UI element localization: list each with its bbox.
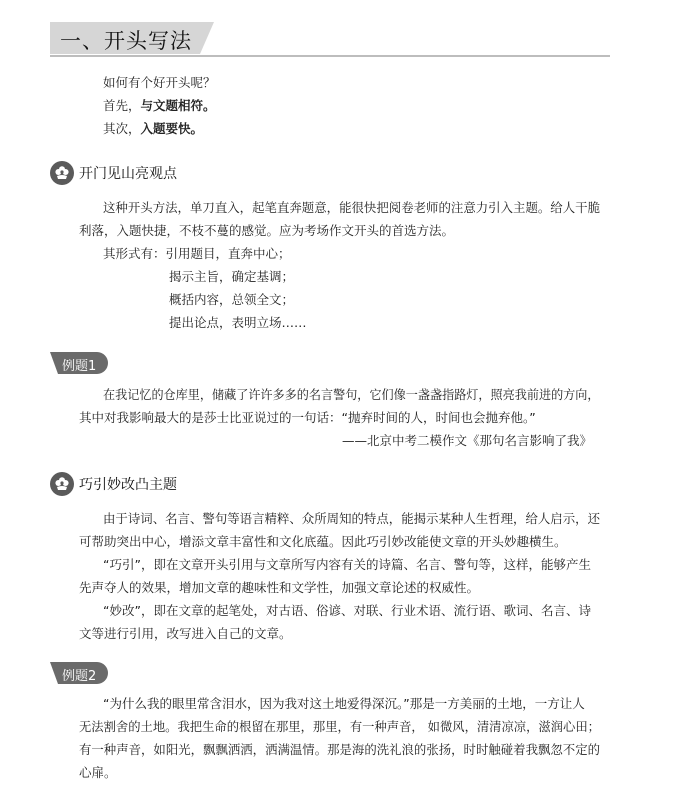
section2-p3-line1: “妙改”，即在文章的起笔处，对古语、俗谚、对联、行业术语、流行语、歌词、名言、诗 <box>103 603 591 618</box>
section1-form-item: 提出论点，表明立场…… <box>169 315 307 330</box>
intro-first-bold: 与文题相符。 <box>140 98 216 113</box>
section2-p2-line1: “巧引”，即在文章开头引用与文章所写内容有关的诗篇、名言、警句等，这样，能够产生 <box>103 557 591 572</box>
subsection-title-1: 开门见山亮观点 <box>79 166 177 182</box>
example1-source: ——北京中考二模作文《那句名言影响了我》 <box>342 433 593 448</box>
intro-question: 如何有个好开头呢？ <box>103 75 216 90</box>
example2-line1: “为什么我的眼里常含泪水，因为我对这土地爱得深沉。”那是一方美丽的土地，一方让人 <box>103 696 585 711</box>
example1-line1: 在我记忆的仓库里，储藏了许许多多的名言警句，它们像一盏盏指路灯，照亮我前进的方向， <box>103 387 600 402</box>
section2-p1-line2: 可帮助突出中心，增添文章丰富性和文化底蕴。因此巧引妙改能使文章的开头妙趣横生。 <box>79 534 567 549</box>
example-tag-label: 例题1 <box>62 359 97 374</box>
section1-form-item: 揭示主旨，确定基调； <box>169 269 295 284</box>
section2-p1-line1: 由于诗词、名言、警句等语言精粹、众所周知的特点，能揭示某种人生哲理，给人启示，还 <box>103 511 601 526</box>
subsection-title-2: 巧引妙改凸主题 <box>79 477 177 493</box>
example-tag-label: 例题2 <box>62 669 97 684</box>
section1-para-line2: 利落，入题快捷，不枝不蔓的感觉。应为考场作文开头的首选方法。 <box>79 223 455 238</box>
intro-second-prefix: 其次， <box>103 121 141 136</box>
example1-line2: 其中对我影响最大的是莎士比亚说过的一句话：“抛弃时间的人，时间也会抛弃他。” <box>79 410 536 425</box>
example2-line2: 无法割舍的土地。我把生命的根留在那里，那里，有一种声音， 如微风，清清凉凉，滋润心田； <box>79 719 600 734</box>
intro-first-prefix: 首先， <box>103 98 141 113</box>
example2-line3: 有一种声音，如阳光，飘飘洒洒，洒满温情。那是海的洗礼浪的张扬，时时触碰着我飘忽不定的 <box>79 742 601 757</box>
flower-icon <box>50 472 74 496</box>
intro-second <box>103 120 203 138</box>
section-header <box>50 22 610 56</box>
example-tag-2 <box>50 662 108 684</box>
intro-second-bold: 入题要快。 <box>140 121 204 136</box>
flower-icon <box>50 161 74 185</box>
section1-para-line1: 这种开头方法，单刀直入，起笔直奔题意，能很快把阅卷老师的注意力引入主题。给人干脆 <box>103 200 601 215</box>
header-rule <box>50 55 610 57</box>
section1-form-item: 概括内容，总领全文； <box>169 292 295 307</box>
section2-p3-line2: 文等进行引用，改写进入自己的文章。 <box>79 626 292 641</box>
section1-forms-label: 其形式有：引用题目，直奔中心； <box>103 246 291 261</box>
example-tag-1 <box>50 352 108 374</box>
section2-p2-line2: 先声夺人的效果，增加文章的趣味性和文学性，加强文章论述的权威性。 <box>79 580 480 595</box>
example2-line4: 心扉。 <box>79 765 117 780</box>
page-title: 一、开头写法 <box>60 29 192 53</box>
intro-first <box>103 97 216 115</box>
